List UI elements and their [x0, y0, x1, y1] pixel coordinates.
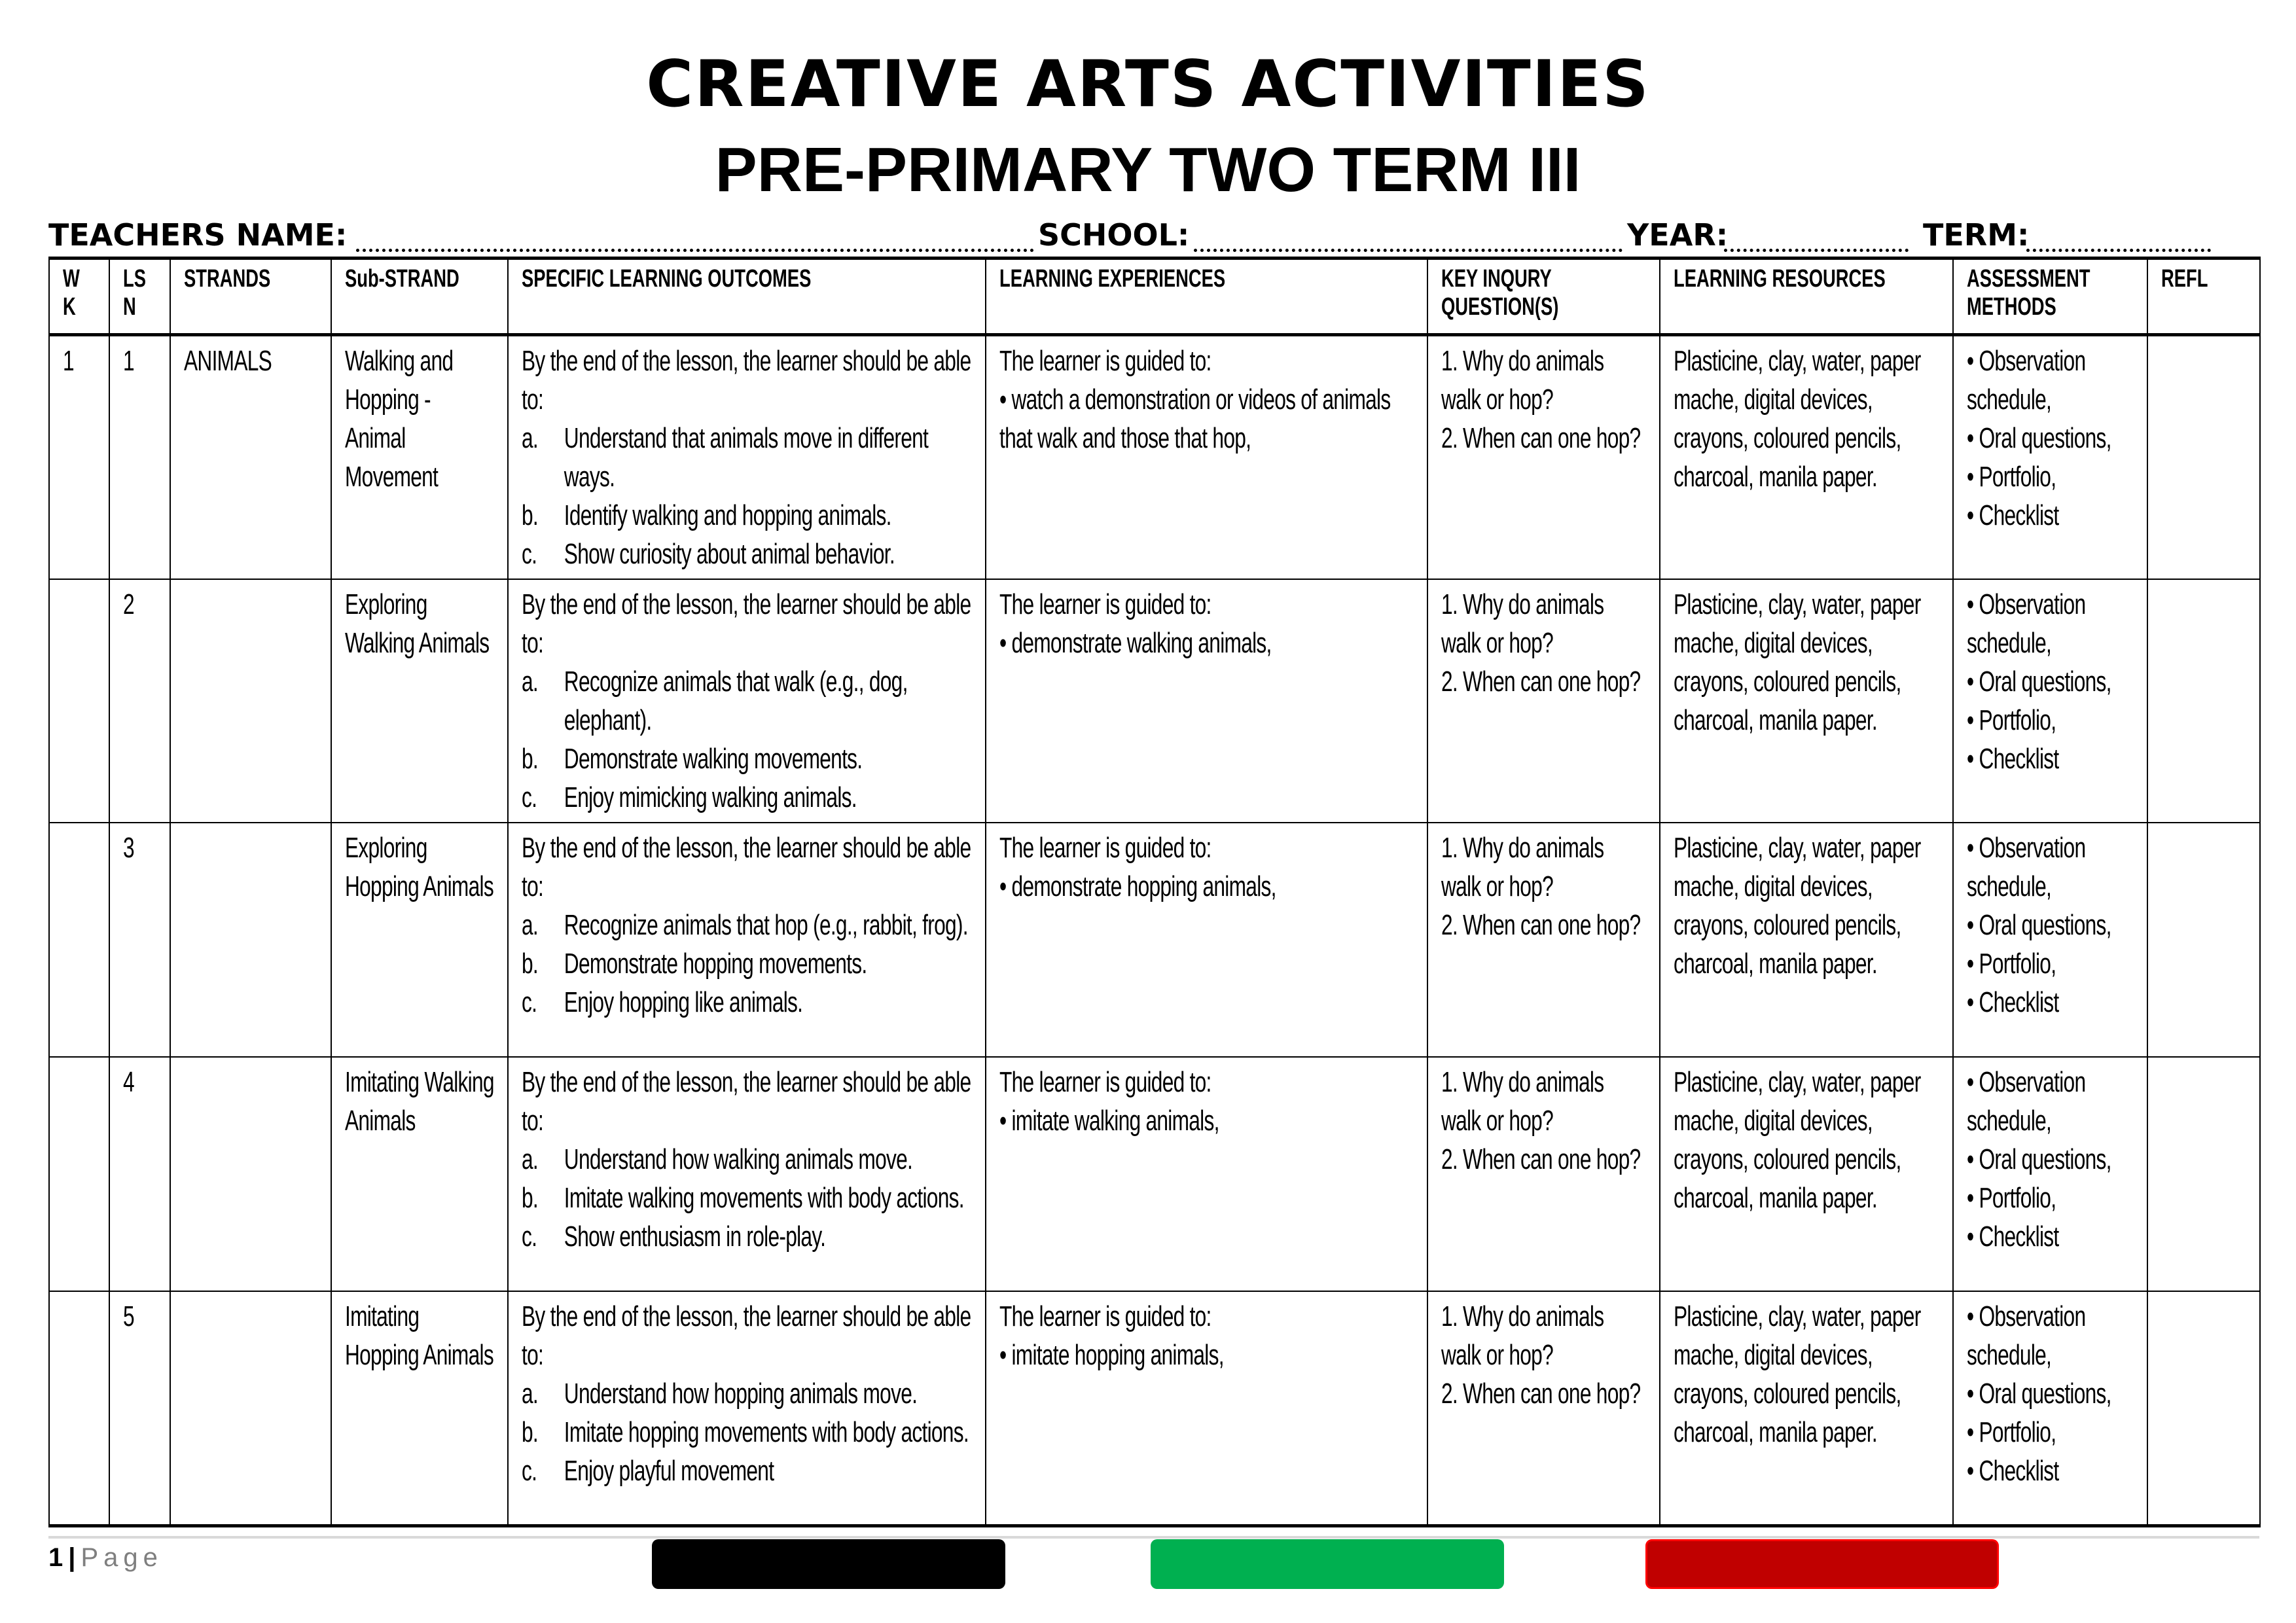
header-lsn: LS N	[109, 259, 170, 335]
header-outcomes: SPECIFIC LEARNING OUTCOMES	[508, 259, 986, 335]
year-label: YEAR:	[1627, 217, 1729, 253]
cell-assessment: • Observation schedule, • Oral questions, • Portfolio, • Checklist	[1953, 823, 2147, 1057]
cell-refl[interactable]	[2147, 823, 2260, 1057]
cell-resources: Plasticine, clay, water, paper mache, digital devices, crayons, coloured pencils, charcoal, manila paper.	[1660, 823, 1953, 1057]
cell-outcomes: By the end of the lesson, the learner should be able to: a. Understand how walking animals move. b. Imitate walking movements with body actions. c. Show enthusiasm in role-play.	[508, 1057, 986, 1291]
cell-outcomes: By the end of the lesson, the learner should be able to: a. Understand how hopping animals move. b. Imitate hopping movements with body actions. c. Enjoy playful movement	[508, 1291, 986, 1525]
table-row	[49, 1291, 2260, 1525]
table-header-row	[49, 259, 2260, 335]
header-strands: STRANDS	[170, 259, 331, 335]
header-questions: KEY INQURY QUESTION(S)	[1427, 259, 1660, 335]
header-refl: REFL	[2147, 259, 2260, 335]
cell-questions: 1. Why do animals walk or hop? 2. When can one hop?	[1427, 823, 1660, 1057]
footer-bar-green	[1151, 1539, 1504, 1589]
table-row	[49, 823, 2260, 1057]
cell-substrand: Exploring Walking Animals	[331, 579, 508, 823]
cell-refl[interactable]	[2147, 1057, 2260, 1291]
cell-assessment: • Observation schedule, • Oral questions, • Portfolio, • Checklist	[1953, 335, 2147, 580]
document-title: CREATIVE ARTS ACTIVITIES	[646, 47, 1650, 122]
scheme-of-work-table	[48, 257, 2261, 1527]
cell-experiences: The learner is guided to: • imitate hopping animals,	[986, 1291, 1427, 1525]
header-sub-strand: Sub-STRAND	[331, 259, 508, 335]
cell-resources: Plasticine, clay, water, paper mache, digital devices, crayons, coloured pencils, charcoal, manila paper.	[1660, 579, 1953, 823]
cell-outcomes: By the end of the lesson, the learner should be able to: a. Recognize animals that walk (e.g., dog, elephant). b. Demonstrate walking movements. c. Enjoy mimicking walking animals.	[508, 579, 986, 823]
cell-resources: Plasticine, clay, water, paper mache, digital devices, crayons, coloured pencils, charcoal, manila paper.	[1660, 1291, 1953, 1525]
footer-bar-red	[1645, 1539, 1999, 1589]
cell-strand	[170, 579, 331, 823]
cell-refl[interactable]	[2147, 335, 2260, 580]
cell-questions: 1. Why do animals walk or hop? 2. When can one hop?	[1427, 335, 1660, 580]
cell-outcomes: By the end of the lesson, the learner should be able to: a. Understand that animals move in different ways. b. Identify walking and hopping animals. c. Show curiosity about animal behavior.	[508, 335, 986, 580]
school-label: SCHOOL:	[1038, 217, 1190, 253]
header-wk: W K	[49, 259, 109, 335]
cell-substrand: Imitating Hopping Animals	[331, 1291, 508, 1525]
cell-refl[interactable]	[2147, 579, 2260, 823]
term-field[interactable]	[2026, 249, 2211, 252]
cell-assessment: • Observation schedule, • Oral questions, • Portfolio, • Checklist	[1953, 579, 2147, 823]
school-field[interactable]	[1194, 249, 1623, 252]
cell-wk	[49, 1291, 109, 1525]
teacher-name-label: TEACHERS NAME:	[48, 217, 348, 253]
table-row	[49, 335, 2260, 580]
page-number: 1 | Page	[48, 1543, 163, 1572]
header-resources: LEARNING RESOURCES	[1660, 259, 1953, 335]
cell-assessment: • Observation schedule, • Oral questions, • Portfolio, • Checklist	[1953, 1057, 2147, 1291]
table-row	[49, 1057, 2260, 1291]
cell-wk	[49, 823, 109, 1057]
header-fields	[48, 217, 2221, 257]
cell-strand	[170, 823, 331, 1057]
cell-assessment: • Observation schedule, • Oral questions, • Portfolio, • Checklist	[1953, 1291, 2147, 1525]
cell-substrand: Walking and Hopping - Animal Movement	[331, 335, 508, 580]
cell-lsn: 2	[109, 579, 170, 823]
cell-questions: 1. Why do animals walk or hop? 2. When can one hop?	[1427, 1057, 1660, 1291]
cell-wk	[49, 579, 109, 823]
cell-strand	[170, 1057, 331, 1291]
table-row	[49, 579, 2260, 823]
cell-substrand: Imitating Walking Animals	[331, 1057, 508, 1291]
header-assessment: ASSESSMENT METHODS	[1953, 259, 2147, 335]
footer-divider	[48, 1536, 2259, 1539]
year-field[interactable]	[1724, 249, 1909, 252]
cell-wk	[49, 1057, 109, 1291]
cell-lsn: 3	[109, 823, 170, 1057]
term-label: TERM:	[1923, 217, 2030, 253]
cell-strand	[170, 1291, 331, 1525]
header-experiences: LEARNING EXPERIENCES	[986, 259, 1427, 335]
cell-lsn: 1	[109, 335, 170, 580]
teacher-name-field[interactable]	[356, 249, 1034, 252]
cell-wk: 1	[49, 335, 109, 580]
cell-experiences: The learner is guided to: • watch a demonstration or videos of animals that walk and those that hop,	[986, 335, 1427, 580]
cell-substrand: Exploring Hopping Animals	[331, 823, 508, 1057]
cell-experiences: The learner is guided to: • imitate walking animals,	[986, 1057, 1427, 1291]
document-subtitle: PRE-PRIMARY TWO TERM III	[715, 135, 1581, 205]
cell-experiences: The learner is guided to: • demonstrate walking animals,	[986, 579, 1427, 823]
cell-outcomes: By the end of the lesson, the learner should be able to: a. Recognize animals that hop (e.g., rabbit, frog). b. Demonstrate hopping movements. c. Enjoy hopping like animals.	[508, 823, 986, 1057]
footer-bar-black	[652, 1539, 1005, 1589]
cell-lsn: 4	[109, 1057, 170, 1291]
cell-resources: Plasticine, clay, water, paper mache, digital devices, crayons, coloured pencils, charcoal, manila paper.	[1660, 335, 1953, 580]
cell-questions: 1. Why do animals walk or hop? 2. When can one hop?	[1427, 1291, 1660, 1525]
cell-resources: Plasticine, clay, water, paper mache, digital devices, crayons, coloured pencils, charcoal, manila paper.	[1660, 1057, 1953, 1291]
cell-strand: ANIMALS	[170, 335, 331, 580]
cell-refl[interactable]	[2147, 1291, 2260, 1525]
cell-lsn: 5	[109, 1291, 170, 1525]
cell-experiences: The learner is guided to: • demonstrate hopping animals,	[986, 823, 1427, 1057]
cell-questions: 1. Why do animals walk or hop? 2. When can one hop?	[1427, 579, 1660, 823]
